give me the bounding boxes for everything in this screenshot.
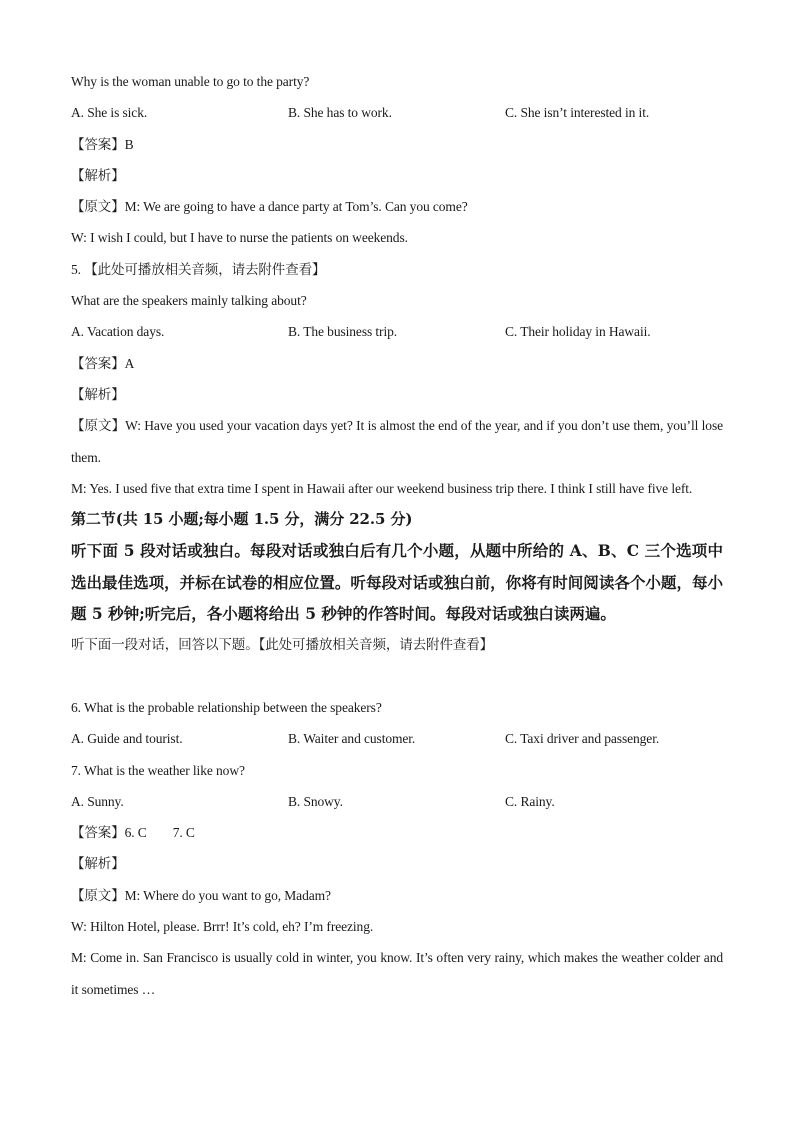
q4-options bbox=[71, 97, 723, 128]
q67-analysis-label: 【解析】 bbox=[71, 856, 125, 872]
q5-transcript-paragraph: 【原文】W: Have you used your vacation days yet? It is almost the end of the year, and if you don’t use them, you’ll lose them. bbox=[71, 418, 723, 465]
q5-transcript-paragraph: M: Yes. I used five that extra time I spent in Hawaii after our weekend business trip there. I think I still have five left. bbox=[71, 480, 693, 496]
q6-options bbox=[71, 723, 723, 754]
q67-transcript-line: W: Hilton Hotel, please. Brrr! It’s cold, eh? I’m freezing. bbox=[71, 919, 374, 935]
q5-audio-note: 5. 【此处可播放相关音频，请去附件查看】 bbox=[71, 261, 326, 277]
document-page bbox=[71, 66, 723, 1005]
answer-7: 7. C bbox=[172, 825, 195, 841]
q67-transcript-line: 【原文】M: Where do you want to go, Madam? bbox=[71, 887, 331, 903]
q67-transcript-paragraph: M: Come in. San Francisco is usually cold in winter, you know. It’s often very rainy, which makes the weather colder and it sometimes … bbox=[71, 950, 723, 997]
q67-answer bbox=[71, 817, 723, 848]
q5-answer: 【答案】A bbox=[71, 355, 135, 371]
q6-question: 6. What is the probable relationship between the speakers? bbox=[71, 699, 382, 715]
q5-question: What are the speakers mainly talking about? bbox=[71, 293, 307, 309]
option-a: A. Guide and tourist. bbox=[71, 731, 183, 747]
option-c: C. Their holiday in Hawaii. bbox=[505, 324, 651, 340]
section-instructions: 听下面 5 段对话或独白。每段对话或独白后有几个小题，从题中所给的 A、B、C 三个选项中选出最佳选项，并标在试卷的相应位置。听每段对话或独白前，你将有时间阅读各个小题，每小题 5 秒钟;听完后，各小题将给出 5 秒钟的作答时间。每段对话或独白读两遍。 bbox=[71, 541, 723, 624]
option-c: C. She isn’t interested in it. bbox=[505, 105, 650, 121]
option-b: B. She has to work. bbox=[288, 105, 392, 121]
q4-answer: 【答案】B bbox=[71, 136, 134, 152]
section-audio-note: 听下面一段对话，回答以下题。【此处可播放相关音频，请去附件查看】 bbox=[71, 637, 494, 653]
q4-transcript-line: 【原文】M: We are going to have a dance party at Tom’s. Can you come? bbox=[71, 199, 468, 215]
q4-transcript-line: W: I wish I could, but I have to nurse the patients on weekends. bbox=[71, 230, 408, 246]
q4-question: Why is the woman unable to go to the party? bbox=[71, 74, 310, 89]
option-a: A. She is sick. bbox=[71, 105, 148, 121]
option-c: C. Taxi driver and passenger. bbox=[505, 731, 660, 747]
option-c: C. Rainy. bbox=[505, 793, 555, 809]
spacer bbox=[71, 661, 723, 692]
q5-options bbox=[71, 316, 723, 347]
q5-analysis-label: 【解析】 bbox=[71, 386, 125, 402]
answer-6: 【答案】6. C bbox=[71, 825, 147, 841]
option-a: A. Sunny. bbox=[71, 793, 124, 809]
q7-options bbox=[71, 786, 723, 817]
q4-analysis-label: 【解析】 bbox=[71, 167, 125, 183]
option-b: B. Waiter and customer. bbox=[288, 731, 416, 747]
option-a: A. Vacation days. bbox=[71, 324, 165, 340]
option-b: B. Snowy. bbox=[288, 793, 343, 809]
q7-question: 7. What is the weather like now? bbox=[71, 762, 245, 778]
option-b: B. The business trip. bbox=[288, 324, 398, 340]
section-heading: 第二节(共 15 小题;每小题 1.5 分，满分 22.5 分) bbox=[71, 510, 413, 529]
